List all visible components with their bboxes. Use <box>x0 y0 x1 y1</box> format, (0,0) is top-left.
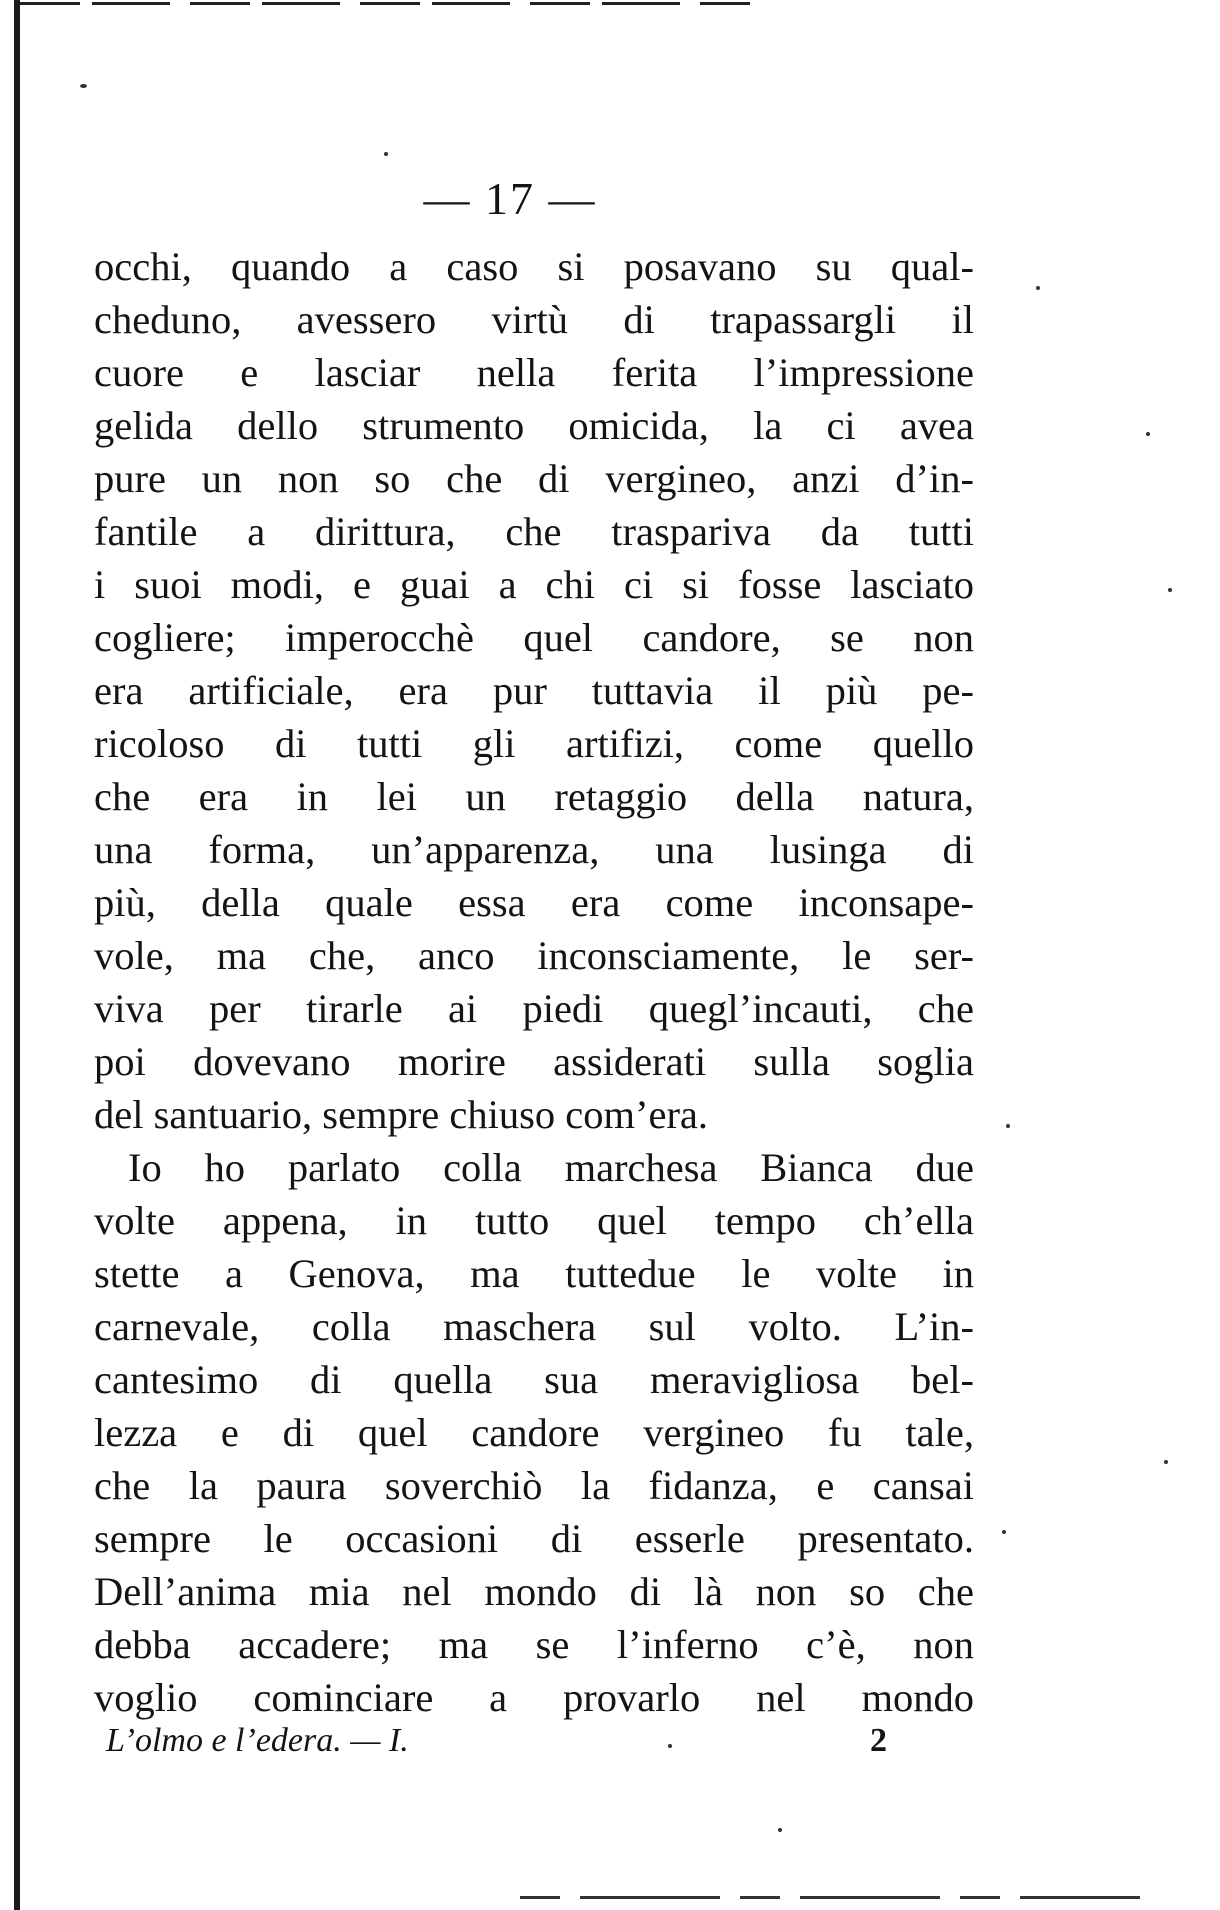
text-line: fantile a dirittura, che traspariva da tutti <box>94 509 974 554</box>
paragraph-2 <box>94 1141 974 1724</box>
text-line: sempre le occasioni di esserle presentato. <box>94 1516 974 1561</box>
text-line: i suoi modi, e guai a chi ci si fosse lasciato <box>94 562 974 607</box>
print-speck <box>1006 1124 1010 1128</box>
text-line: del santuario, sempre chiuso com’era. <box>94 1092 709 1137</box>
print-speck <box>1036 286 1040 290</box>
text-line: lezza e di quel candore vergineo fu tale, <box>94 1410 974 1455</box>
text-line: poi dovevano morire assiderati sulla soglia <box>94 1039 974 1084</box>
text-line: Dell’anima mia nel mondo di là non so che <box>94 1569 974 1614</box>
text-line: pure un non so che di vergineo, anzi d’in- <box>94 456 974 501</box>
page-number: — 17 — <box>423 173 597 224</box>
running-footer-title: L’olmo e l’edera. — I. <box>106 1722 409 1759</box>
bottom-border <box>520 1896 1140 1899</box>
page-binding-edge <box>14 0 20 1910</box>
print-speck <box>80 84 87 88</box>
print-speck <box>1002 1530 1006 1534</box>
text-line: che era in lei un retaggio della natura, <box>94 774 974 819</box>
body-text <box>94 240 974 1724</box>
text-line: era artificiale, era pur tuttavia il più pe- <box>94 668 974 713</box>
text-line: cantesimo di quella sua meravigliosa bel- <box>94 1357 974 1402</box>
text-line: carnevale, colla maschera sul volto. L’in- <box>94 1304 974 1349</box>
text-line: cogliere; imperocchè quel candore, se non <box>94 615 974 660</box>
print-speck <box>1146 432 1150 436</box>
text-line: voglio cominciare a provarlo nel mondo <box>94 1675 974 1720</box>
print-speck <box>1168 588 1172 592</box>
text-line: una forma, un’apparenza, una lusinga di <box>94 827 974 872</box>
text-line: debba accadere; ma se l’inferno c’è, non <box>94 1622 974 1667</box>
text-line: più, della quale essa era come inconsape- <box>94 880 974 925</box>
text-line: cuore e lasciar nella ferita l’impressione <box>94 350 974 395</box>
signature-mark: 2 <box>870 1722 887 1759</box>
text-line: Io ho parlato colla marchesa Bianca due <box>128 1145 974 1190</box>
text-line: occhi, quando a caso si posavano su qual- <box>94 244 974 289</box>
text-line: gelida dello strumento omicida, la ci avea <box>94 403 974 448</box>
text-line: viva per tirarle ai piedi quegl’incauti, che <box>94 986 974 1031</box>
print-speck <box>384 152 388 156</box>
text-line: ricoloso di tutti gli artifizi, come quello <box>94 721 974 766</box>
paragraph-1 <box>94 240 974 1141</box>
text-line: volte appena, in tutto quel tempo ch’ella <box>94 1198 974 1243</box>
print-speck <box>1164 1460 1168 1464</box>
text-line: vole, ma che, anco inconsciamente, le ser- <box>94 933 974 978</box>
text-line: stette a Genova, ma tuttedue le volte in <box>94 1251 974 1296</box>
print-speck <box>778 1828 782 1832</box>
text-line: che la paura soverchiò la fidanza, e cansai <box>94 1463 974 1508</box>
text-line: cheduno, avessero virtù di trapassargli il <box>94 297 974 342</box>
print-speck <box>668 1744 672 1748</box>
top-border <box>20 2 750 5</box>
